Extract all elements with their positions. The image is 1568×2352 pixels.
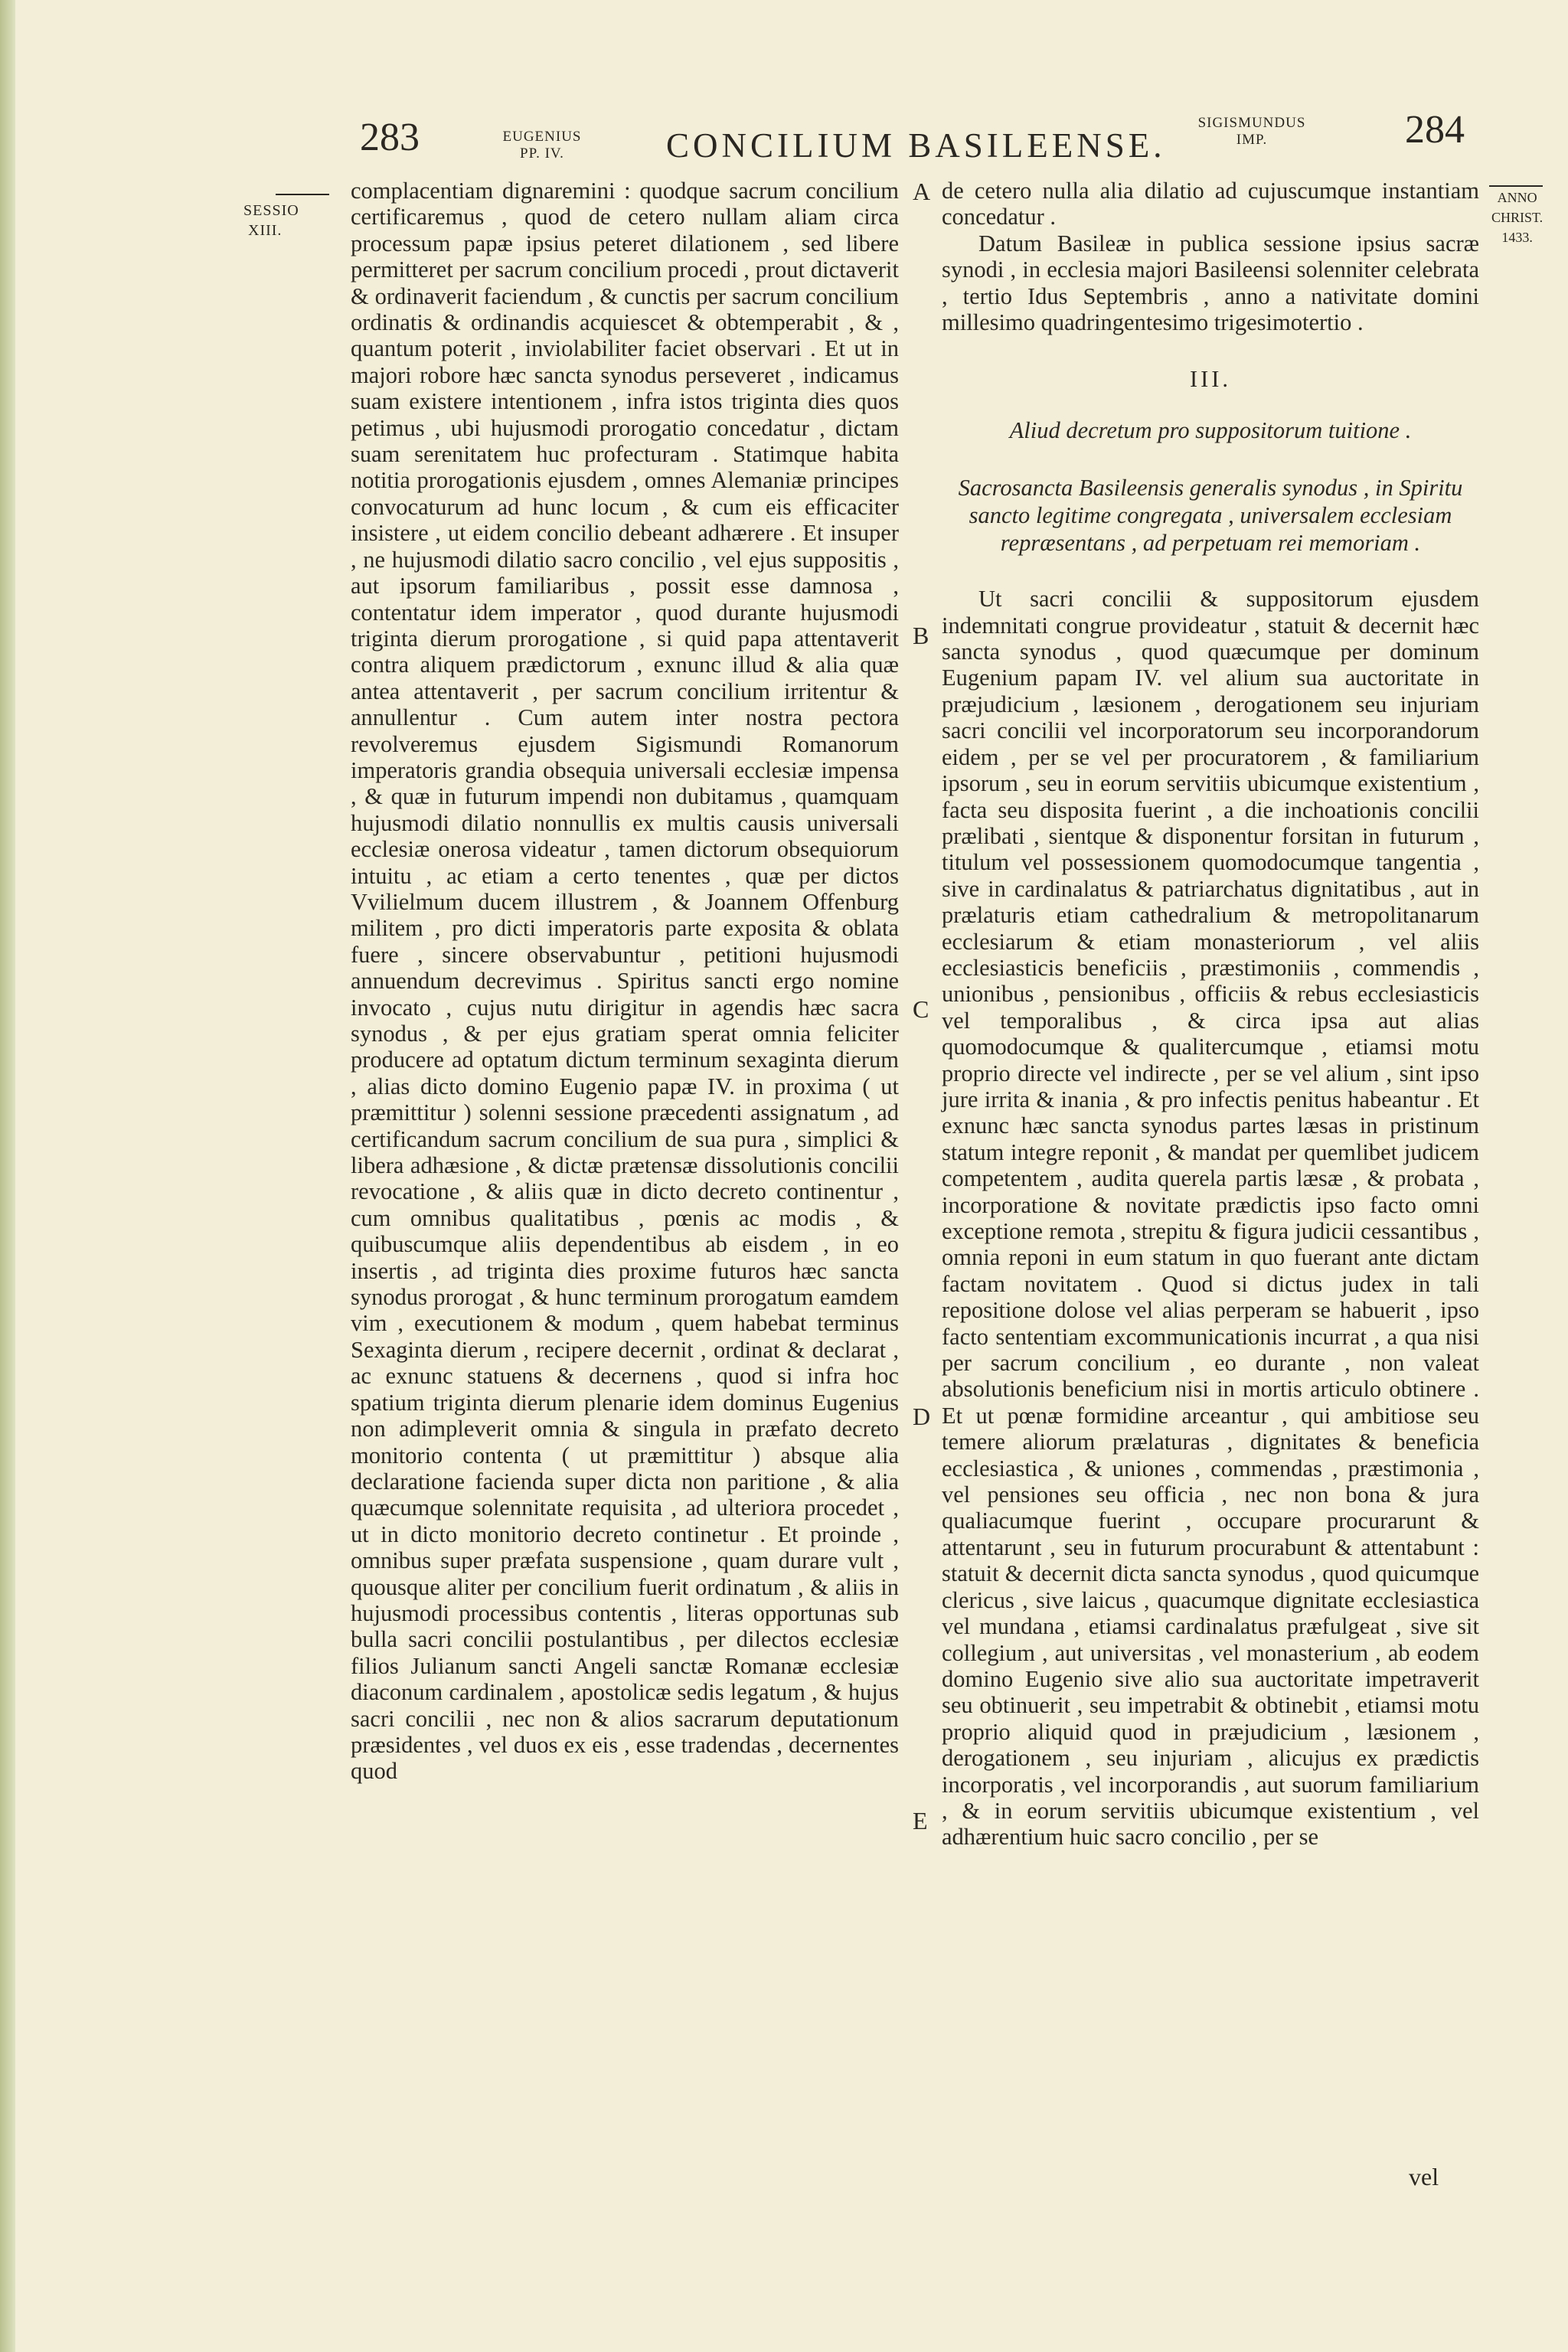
pope-title: PP. IV. <box>520 145 564 162</box>
right-intro: de cetero nulla alia dilatio ad cujuscumque instantiam concedatur . <box>942 178 1479 230</box>
margin-note-anno <box>1491 188 1543 247</box>
margin-rule-left <box>276 194 329 195</box>
marker-c: C <box>913 995 929 1023</box>
page-number-left: 283 <box>360 116 420 159</box>
left-column <box>351 178 899 1785</box>
right-datum: Datum Basileæ in publica sessione ipsius sacræ synodi , in ecclesia majori Basileensi solenniter celebrata , tertio Idus Septembris , anno a nativitate domini millesimo quadringentesimo trigesimotertio . <box>942 230 1479 336</box>
left-column-text: complacentiam dignaremini : quodque sacrum concilium certificaremus , quod de cetero nullam aliam circa processum papæ ipsius peteret dilationem , sed libere permitteret per sacrum concilium procedi , prout dictaverit & ordinaverit faciendum , & cunctis per sacrum concilium ordinatis & ordinandis acquiescet & obtemperabit , & , quantum poterit , inviolabiliter faciet observari . Et ut in majori robore hæc sancta synodus perseveret , indicamus suam existere intentionem , infra istos triginta dies quos petimus , ubi hujusmodi prorogatio concedatur , dictam suam serenitatem huc profecturam . Statimque habita notitia prorogationis ejusdem , omnes Alemaniæ principes convocaturum ad hunc locum , & cum eis efficaciter insistere , ut eidem concilio debeant adhærere . Et insuper , ne hujusmodi dilatio sacro concilio , vel ejus suppositis , aut ipsorum familiaribus , possit esse damnosa , contentatur idem imperator , quod durante hujusmodi triginta dierum prorogatione , si quid papa attentaverit contra aliquem prædictorum , exnunc illud & alia quæ antea attentaverit , per sacrum concilium irritentur & annullentur . Cum autem inter nostra pectora revolveremus ejusdem Sigismundi Romanorum imperatoris grandia obsequia universali ecclesiæ impensa , & quæ in futurum impendi non dubitamus , quamquam hujusmodi dilatio nonnullis ex multis causis universali ecclesiæ onerosa videatur , tamen dictorum obsequiorum intuitu , ac etiam a certo tenentes , quæ per dictos Vvilielmum ducem illustrem , & Joannem Offenburg militem , pro dicti imperatoris parte exposita & oblata fuere , sincere observabuntur , petitioni hujusmodi annuendum decrevimus . Spiritus sancti ergo nomine invocato , cujus nutu dirigitur in agendis hæc sacra synodus , & per ejus gratiam sperat omnia feliciter producere ad optatum dictum terminum sexaginta dierum , alias dicto domino Eugenio papæ IV. in proxima ( ut præmittitur ) solenni sessione præcedenti assignatum , ad certificandum sacrum concilium de sua pura , simplici & libera adhæsione , & dictæ prætensæ dissolutionis concilii revocatione , & aliis quæ in dicto decreto continentur , cum omnibus qualitatibus , pœnis ac modis , & quibuscumque aliis dependentibus ab eisdem , in eo insertis , ad triginta dies proxime futuros hæc sancta synodus prorogat , & hunc terminum prorogatum eamdem vim , executionem & modum , quem habebat terminus Sexaginta dierum , recipere decernit , ordinat & declarat , ac exnunc statuens & decernens , quod si infra hoc spatium triginta dierum plenarie idem dominus Eugenius non adimpleverit omnia & singula in præfato decreto monitorio contenta ( ut præmittitur ) absque alia declaratione facienda super dicta non paritione , & alia quæcumque solennitate requisita , ad ulteriora procedet , ut in dicto monitorio decreto continetur . Et proinde , omnibus super præfata suspensione , quam durare vult , quousque aliter per concilium fuerit ordinatum , & aliis in hujusmodi processibus contentis , literas opportunas sub bulla sacri concilii postulantibus , per dilectos ecclesiæ filios Julianum sancti Angeli sanctæ Romanæ ecclesiæ diaconum cardinalem , apostolicæ sedis legatum , & hujus sacri concilii , nec non & alios sacrarum deputationum præsidentes , vel duos ex eis , esse tradendas , decernentes quod <box>351 178 899 1785</box>
emperor-title: IMP. <box>1236 132 1268 148</box>
margin-note-sessio <box>243 201 299 240</box>
year-label: 1433. <box>1501 230 1533 245</box>
marker-e: E <box>913 1807 928 1834</box>
book-page <box>15 0 1568 2352</box>
emperor-name: SIGISMUNDUS <box>1197 115 1306 131</box>
marker-b: B <box>913 622 929 649</box>
decree-subtitle: Aliud decretum pro suppositorum tuitione . <box>1009 416 1412 443</box>
christi-label: CHRIST. <box>1491 210 1544 225</box>
decree-italic-heading: Sacrosancta Basileensis generalis synodus , in Spiritu sancto legitime congregata , universalem ecclesiam repræsentans , ad perpetuam rei memoriam . <box>958 475 1463 557</box>
catchword: vel <box>1409 2163 1439 2190</box>
sessio-number: XIII. <box>248 222 283 239</box>
decree-body: Ut sacri concilii & suppositorum ejusdem indemnitati congrue provideatur , statuit & decernit hæc sancta synodus , quod quæcumque per dominum Eugenium papam IV. vel alium sua auctoritate in præjudicium , læsionem , derogationem seu injuriam sacri concilii vel incorporatorum seu incorporandorum eidem , per se vel per procuratorem , & familiarium ipsorum , seu in eorum servitiis ubicumque existentium , facta seu disposita fuerint , a die inchoationis concilii prælibati , sientque & disponentur forsitan in futurum , titulum vel possessionem quomodocumque tangentia , sive in cardinalatus & patriarchatus dignitatibus , aut in prælaturis etiam cathedralium & metropolitanarum ecclesiarum & etiam monasteriorum , vel aliis ecclesiasticis beneficiis , præstimoniis , commendis , unionibus , pensionibus , officiis & rebus ecclesiasticis vel temporalibus , & circa ipsa aut alias quomodocumque & qualitercumque , etiamsi motu proprio directe vel indirecte , per se vel alium , sint ipso jure irrita & inania , & pro infectis penitus habeantur . Et exnunc hæc sancta synodus partes læsas in pristinum statum integre reponit , & mandat per quemlibet judicem competentem , audita querela partis læsæ , & probata , incorporatione & novitate prædictis ipso facto omni exceptione remota , strepitu & figura judicii cessantibus , omnia reponi in eum statum in quo fuerant ante dictam factam novitatem . Quod si dictus judex in tali repositione dolose vel alias perperam se habuerit , ipso facto sententiam excommunicationis incurrat , a qua nisi per sacrum concilium , eo durante , non valeat absolutionis beneficium nisi in mortis articulo obtinere . Et ut pœnæ formidine arceantur , qui ambitiose seu temere aliorum prælaturas , dignitates & beneficia ecclesiastica , & uniones , commendas , præstimonia , vel pensiones seu officia , nec non bona & jura qualiacumque fuerint , occupare procurarunt & attentarunt , seu in futurum procurabunt & attentabunt : statuit & decernit dicta sancta synodus , quod quicumque clericus , sive laicus , quacumque dignitate ecclesiastica vel mundana , etiamsi cardinalatus præfulgeat , sive sit collegium , aut universitas , vel monasterium , ab eodem domino Eugenio sive alio sua auctoritate impetraverit seu obtinuerit , seu impetrabit & obtinebit , etiamsi motu proprio aliquid quod in præjudicium , læsionem , derogationem , seu injuriam , alicujus ex prædictis incorporatis , vel incorporandis , aut suorum familiarium , & in eorum servitiis ubicumque existentium , vel adhærentium huic sacro concilio , per se <box>942 586 1479 1851</box>
marker-d: D <box>913 1403 931 1430</box>
right-column <box>942 178 1479 1851</box>
decree-numeral: III. <box>1189 366 1232 393</box>
emperor-header <box>1187 115 1317 149</box>
sessio-label: SESSIO <box>243 202 299 219</box>
pope-header <box>496 129 588 162</box>
page-edge <box>0 0 15 2352</box>
page-title: CONCILIUM BASILEENSE. <box>666 126 1166 165</box>
page-number-right: 284 <box>1405 108 1465 152</box>
pope-name: EUGENIUS <box>502 129 582 145</box>
marker-a: A <box>913 178 931 205</box>
margin-rule-right <box>1489 185 1543 187</box>
anno-label: ANNO <box>1497 190 1537 205</box>
